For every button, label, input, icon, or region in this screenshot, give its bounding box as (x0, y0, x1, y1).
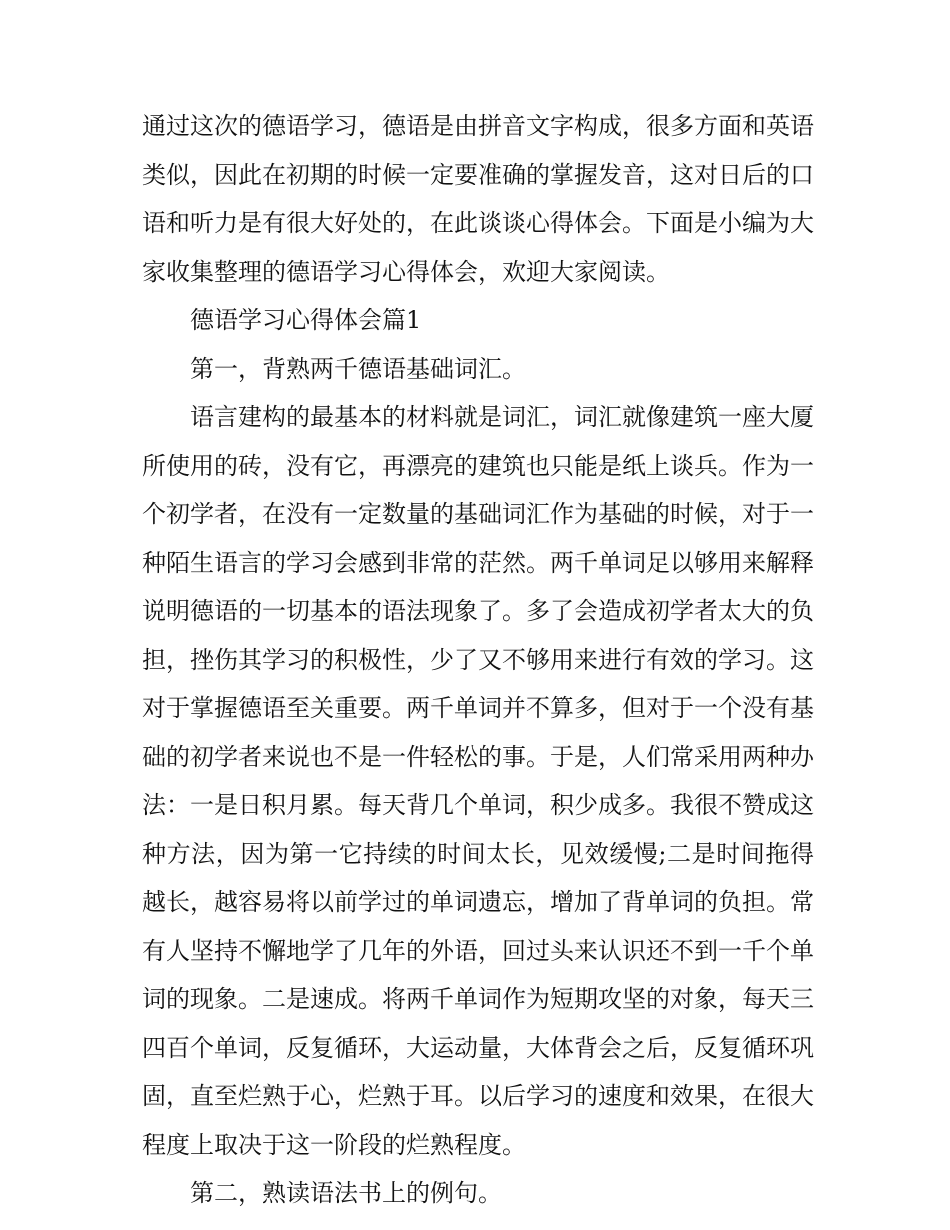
point-two-heading: 第二，熟读语法书上的例句。 (190, 1179, 502, 1207)
document-page (142, 102, 814, 1218)
point-one-heading: 第一，背熟两千德语基础词汇。 (190, 354, 526, 383)
point-one-body: 语言建构的最基本的材料就是词汇，词汇就像建筑一座大厦所使用的砖，没有它，再漂亮的建筑也只能是纸上谈兵。作为一个初学者，在没有一定数量的基础词汇作为基础的时候，对于一种陌生语言的学习会感到非常的茫然。两千单词足以够用来解释说明德语的一切基本的语法现象了。多了会造成初学者太大的负担，挫伤其学习的积极性，少了又不够用来进行有效的学习。这对于掌握德语至关重要。两千单词并不算多，但对于一个没有基础的初学者来说也不是一件轻松的事。于是，人们常采用两种办法：一是日积月累。每天背几个单词，积少成多。我很不赞成这种方法，因为第一它持续的时间太长，见效缓慢;二是时间拖得越长，越容易将以前学过的单词遗忘，增加了背单词的负担。常有人坚持不懈地学了几年的外语，回过头来认识还不到一千个单词的现象。二是速成。将两千单词作为短期攻坚的对象，每天三四百个单词，反复循环，大运动量，大体背会之后，反复循环巩固，直至烂熟于心，烂熟于耳。以后学习的速度和效果，在很大程度上取决于这一阶段的烂熟程度。 (142, 403, 814, 1159)
section-title: 德语学习心得体会篇1 (190, 306, 422, 334)
intro-paragraph: 通过这次的德语学习，德语是由拼音文字构成，很多方面和英语类似，因此在初期的时候一定要准确的掌握发音，这对日后的口语和听力是有很大好处的，在此谈谈心得体会。下面是小编为大家收集整理的德语学习心得体会，欢迎大家阅读。 (142, 112, 814, 286)
